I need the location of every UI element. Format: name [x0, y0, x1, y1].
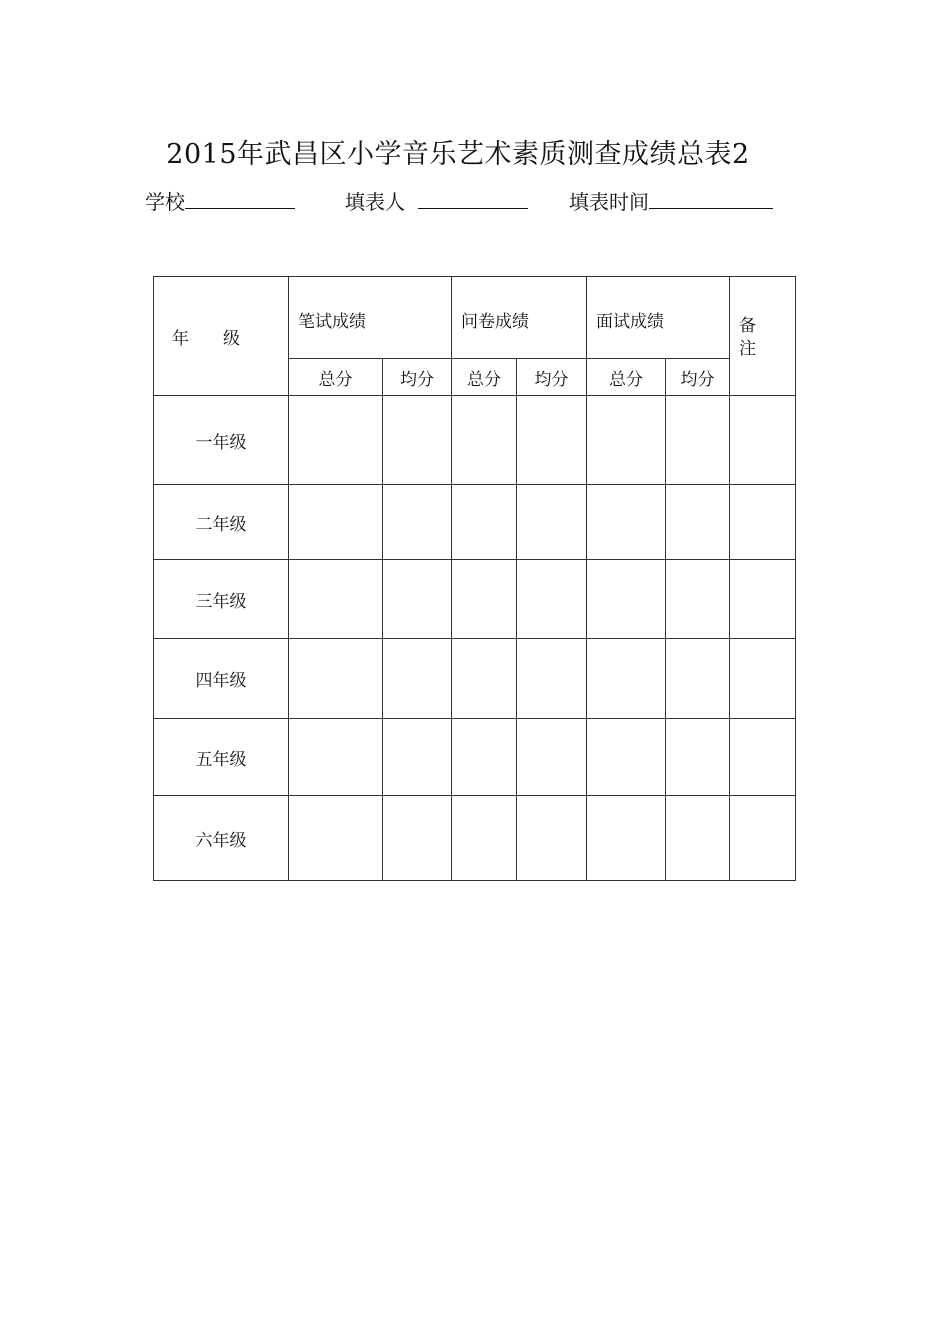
score-cell[interactable]: [383, 719, 452, 796]
table-row: [154, 639, 796, 719]
score-cell[interactable]: [587, 639, 666, 719]
note-cell[interactable]: [730, 639, 796, 719]
note-header-char-2: 注: [739, 339, 756, 359]
note-header-char-1: 备: [739, 316, 756, 336]
filler-label: 填表人: [345, 190, 405, 214]
table-row: [154, 560, 796, 639]
score-cell[interactable]: [517, 396, 587, 485]
interview-average-header: 均分: [666, 359, 730, 396]
note-cell[interactable]: [730, 396, 796, 485]
score-cell[interactable]: [666, 639, 730, 719]
note-header: [730, 277, 796, 396]
score-cell[interactable]: [666, 485, 730, 560]
table-row: [154, 719, 796, 796]
score-cell[interactable]: [383, 639, 452, 719]
interview-total-header: 总分: [587, 359, 666, 396]
score-cell[interactable]: [383, 796, 452, 881]
document-title: 2015年武昌区小学音乐艺术素质测查成绩总表2: [166, 139, 750, 170]
grade-label: 二年级: [154, 485, 289, 560]
note-cell[interactable]: [730, 796, 796, 881]
score-cell[interactable]: [517, 560, 587, 639]
school-field: [145, 186, 295, 215]
written-score-header: 笔试成绩: [289, 277, 452, 359]
interview-score-header: 面试成绩: [587, 277, 730, 359]
score-cell[interactable]: [289, 396, 383, 485]
score-cell[interactable]: [452, 396, 517, 485]
note-cell[interactable]: [730, 560, 796, 639]
time-blank: [649, 188, 773, 209]
score-cell[interactable]: [452, 485, 517, 560]
note-cell[interactable]: [730, 485, 796, 560]
score-table: [153, 276, 796, 881]
score-cell[interactable]: [452, 719, 517, 796]
header-row-groups: [154, 277, 796, 359]
score-cell[interactable]: [587, 796, 666, 881]
grade-header: 年 级: [154, 277, 289, 396]
score-cell[interactable]: [517, 796, 587, 881]
grade-label: 三年级: [154, 560, 289, 639]
school-blank: [185, 188, 295, 209]
table-row: [154, 796, 796, 881]
score-cell[interactable]: [517, 639, 587, 719]
score-cell[interactable]: [666, 396, 730, 485]
filler-field: [345, 186, 528, 215]
filler-blank: [418, 188, 528, 209]
table-row: [154, 485, 796, 560]
score-cell[interactable]: [452, 639, 517, 719]
score-cell[interactable]: [452, 560, 517, 639]
score-cell[interactable]: [517, 485, 587, 560]
note-cell[interactable]: [730, 719, 796, 796]
score-cell[interactable]: [587, 485, 666, 560]
score-cell[interactable]: [383, 560, 452, 639]
grade-label: 五年级: [154, 719, 289, 796]
score-cell[interactable]: [587, 396, 666, 485]
time-field: [569, 186, 773, 215]
school-label: 学校: [145, 190, 185, 214]
score-cell[interactable]: [587, 719, 666, 796]
table-row: [154, 396, 796, 485]
score-cell[interactable]: [289, 485, 383, 560]
score-cell[interactable]: [666, 560, 730, 639]
score-cell[interactable]: [383, 396, 452, 485]
written-total-header: 总分: [289, 359, 383, 396]
score-cell[interactable]: [587, 560, 666, 639]
score-cell[interactable]: [666, 796, 730, 881]
score-cell[interactable]: [289, 560, 383, 639]
written-average-header: 均分: [383, 359, 452, 396]
time-label: 填表时间: [569, 190, 649, 214]
questionnaire-average-header: 均分: [517, 359, 587, 396]
score-cell[interactable]: [289, 719, 383, 796]
grade-label: 六年级: [154, 796, 289, 881]
questionnaire-score-header: 问卷成绩: [452, 277, 587, 359]
score-cell[interactable]: [289, 796, 383, 881]
grade-label: 一年级: [154, 396, 289, 485]
score-cell[interactable]: [289, 639, 383, 719]
score-cell[interactable]: [517, 719, 587, 796]
score-cell[interactable]: [452, 796, 517, 881]
questionnaire-total-header: 总分: [452, 359, 517, 396]
score-cell[interactable]: [666, 719, 730, 796]
score-cell[interactable]: [383, 485, 452, 560]
grade-label: 四年级: [154, 639, 289, 719]
